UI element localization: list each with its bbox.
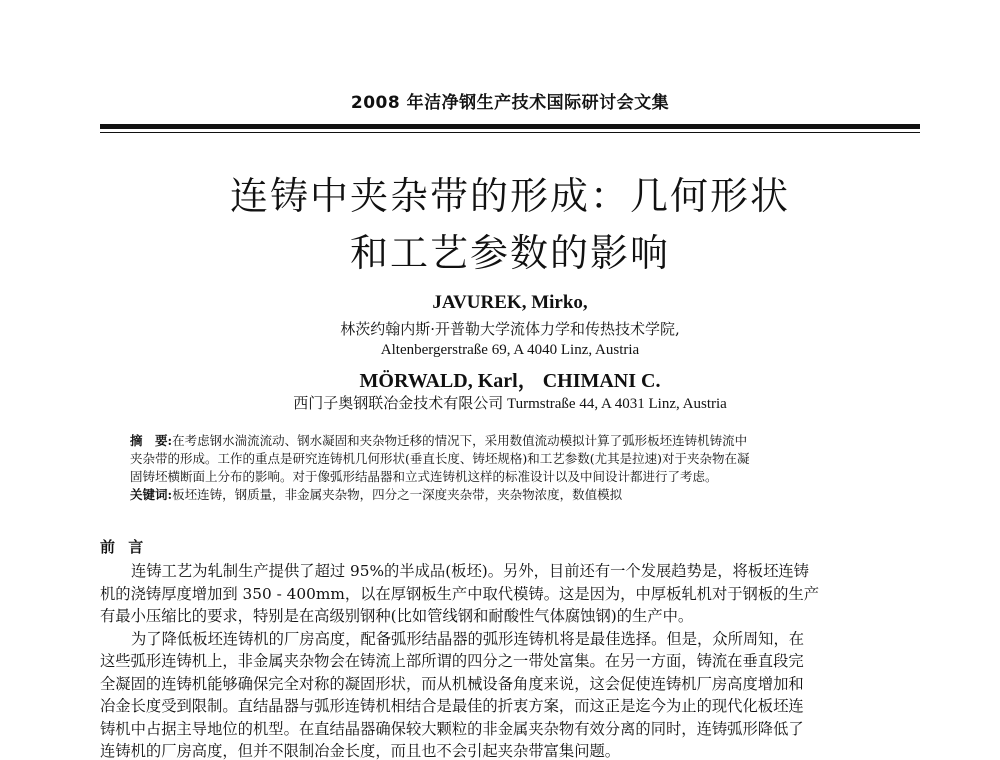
- body-line: 为了降低板坯连铸机的厂房高度，配备弧形结晶器的弧形连铸机将是最佳选择。但是，众所周知，在: [131, 629, 805, 648]
- affiliation-linz-university: 林茨约翰内斯·开普勒大学流体力学和传热技术学院,: [340, 320, 680, 338]
- abstract-label: 摘 要:: [130, 433, 173, 448]
- header-rule-thick: [100, 124, 920, 129]
- body-line: 全凝固的连铸机能够确保完全对称的凝固形状，而从机械设备角度来说，这会促使连铸机厂房高度增加和: [100, 674, 804, 693]
- body-line: 连铸机的厂房高度，但并不限制冶金长度，而且也不会引起夹杂带富集问题。: [100, 742, 621, 760]
- abstract-line: 固铸坯横断面上分布的影响。对于像弧形结晶器和立式连铸机这样的标准设计以及中间设计都进行了考虑。: [130, 469, 718, 484]
- abstract-block: [130, 432, 910, 504]
- affiliation-siemens-org: 西门子奥钢联冶金技术有限公司: [293, 396, 504, 412]
- body-line: 连铸工艺为轧制生产提供了超过 95%的半成品(板坯)。另外，目前还有一个发展趋势是，将板坯连铸: [131, 562, 809, 580]
- author-javurek: JAVUREK, Mirko,: [432, 292, 588, 313]
- body-line: 这些弧形连铸机上，非金属夹杂物会在铸流上部所谓的四分之一带处富集。在另一方面，铸流在垂直段完: [100, 652, 804, 670]
- keywords-line: [130, 486, 910, 504]
- running-header: 2008 年洁净钢生产技术国际研讨会文集: [350, 93, 670, 113]
- body-line: 机的浇铸厚度增加到 350 - 400mm，以在厚钢板生产中取代模铸。这是因为，中厚板轧机对于钢板的生产: [100, 584, 820, 603]
- affiliation-siemens-addr: Turmstraße 44, A 4031 Linz, Austria: [506, 396, 727, 412]
- abstract-text: 在考虑钢水湍流流动、钢水凝固和夹杂物迁移的情况下，采用数值流动模拟计算了弧形板坯连铸机铸流中: [172, 433, 748, 448]
- keywords-text: 板坯连铸，钢质量，非金属夹杂物，四分之一深度夹杂带，夹杂物浓度，数值模拟: [172, 487, 623, 502]
- address-linz-university: Altenbergerstraße 69, A 4040 Linz, Austria: [380, 342, 640, 358]
- paper-title-line-2: 和工艺参数的影响: [349, 231, 670, 275]
- abstract-line: [130, 432, 910, 450]
- body-line: 铸机中占据主导地位的机型。在直结晶器确保较大颗粒的非金属夹杂物有效分离的同时，连铸弧形降低了: [100, 719, 804, 738]
- body-line: 冶金长度受到限制。直结晶器与弧形连铸机相结合是最佳的折衷方案，而这正是迄今为止的现代化板坯连: [100, 697, 804, 715]
- abstract-line: 夹杂带的形成。工作的重点是研究连铸机几何形状(垂直长度、铸坯规格)和工艺参数(尤其是拉速)对于夹杂物在凝: [130, 451, 750, 466]
- body-line: 有最小压缩比的要求，特别是在高级别钢种(比如管线钢和耐酸性气体腐蚀钢)的生产中。: [100, 607, 694, 625]
- header-rule-thin: [100, 132, 920, 133]
- paper-title-line-1: 连铸中夹杂带的形成：几何形状: [229, 174, 790, 218]
- affiliation-siemens-vai: [100, 392, 920, 413]
- intro-body: [100, 560, 922, 760]
- section-heading-intro: 前 言: [100, 538, 148, 556]
- author-morwald-chimani: MÖRWALD, Karl， CHIMANI C.: [359, 370, 661, 392]
- keywords-label: 关键词:: [130, 487, 173, 502]
